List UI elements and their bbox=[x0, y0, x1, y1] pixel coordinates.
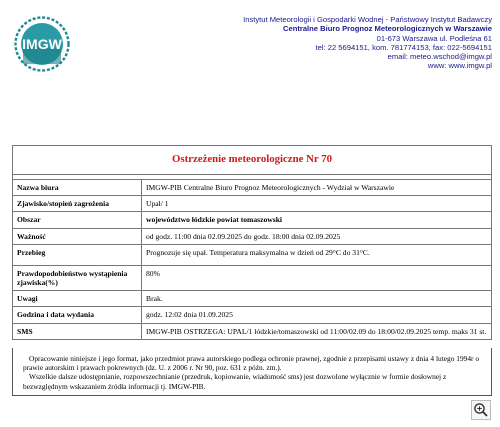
row-label: Uwagi bbox=[13, 291, 142, 307]
logo-text: IMGW bbox=[22, 36, 62, 52]
institute-info bbox=[172, 15, 492, 71]
website[interactable]: www: www.imgw.pl bbox=[427, 61, 492, 71]
zoom-in-icon[interactable] bbox=[471, 400, 491, 420]
distribution-paragraph: Wszelkie dalsze udostępnianie, rozpowszechnianie (przedruk, kopiowanie, wiadomość sms) jest dozwolone wyłącznie w formie dosłownej z bezwzględnym wskazaniem źródła informacji tj. IMGW-PIB. bbox=[23, 372, 447, 391]
row-value: Brak. bbox=[142, 291, 492, 307]
row-value: godz. 12:02 dnia 01.09.2025 bbox=[142, 307, 492, 323]
institute-name: Instytut Meteorologii i Gospodarki Wodnej - Państwowy Instytut Badawczy bbox=[243, 15, 492, 24]
row-value: IMGW-PIB OSTRZEGA: UPAL/1 łódzkie/tomaszowski od 11:00/02.09 do 18:00/02.09.2025 temp. maks 31 st. bbox=[142, 323, 492, 339]
table-row bbox=[13, 265, 492, 290]
row-value: Upał/ 1 bbox=[142, 196, 492, 212]
copyright-paragraph: Opracowanie niniejsze i jego format, jako przedmiot prawa autorskiego podlega ochronie prawnej, zgodnie z przepisami ustawy z dnia 4 lutego 1994r o prawie autorskim i prawach pokrewnych (dz. U. z 2006 r. Nr 90, poz. 631 z późn. zm.). bbox=[23, 354, 480, 373]
row-value: Prognozuje się upał. Temperatura maksymalna w dzień od 29°C do 31°C. bbox=[142, 244, 492, 265]
table-row bbox=[13, 196, 492, 212]
table-row bbox=[13, 212, 492, 228]
phone: tel: 22 5694151, kom. 781774153, fax: 022-5694151 bbox=[315, 42, 492, 52]
table-row bbox=[13, 244, 492, 265]
address: 01-673 Warszawa ul. Podleśna 61 bbox=[376, 33, 492, 43]
row-value: województwo łódzkie powiat tomaszowski bbox=[142, 212, 492, 228]
table-row bbox=[13, 180, 492, 196]
warning-title: Ostrzeżenie meteorologiczne Nr 70 bbox=[13, 146, 492, 175]
row-label: Przebieg bbox=[13, 244, 142, 265]
row-label: Godzina i data wydania bbox=[13, 307, 142, 323]
table-row bbox=[13, 291, 492, 307]
table-row bbox=[13, 323, 492, 339]
row-value: od godz. 11:00 dnia 02.09.2025 do godz. 18:00 dnia 02.09.2025 bbox=[142, 228, 492, 244]
row-label: Zjawisko/stopień zagrożenia bbox=[13, 196, 142, 212]
row-value: 80% bbox=[142, 265, 492, 290]
row-label: Ważność bbox=[13, 228, 142, 244]
email[interactable]: email: meteo.wschod@imgw.pl bbox=[387, 52, 492, 62]
bureau-name: Centralne Biuro Prognoz Meteorologicznych w Warszawie bbox=[283, 24, 492, 34]
row-label: Obszar bbox=[13, 212, 142, 228]
row-label: SMS bbox=[13, 323, 142, 339]
copyright-note bbox=[12, 348, 492, 396]
table-row bbox=[13, 307, 492, 323]
row-label: Prawdopodobieństwo wystąpienia zjawiska(%) bbox=[13, 265, 142, 290]
warning-table bbox=[12, 145, 492, 340]
row-value: IMGW-PIB Centralne Biuro Prognoz Meteorologicznych - Wydział w Warszawie bbox=[142, 180, 492, 196]
table-row bbox=[13, 228, 492, 244]
imgw-logo bbox=[14, 16, 70, 72]
row-label: Nazwa biura bbox=[13, 180, 142, 196]
